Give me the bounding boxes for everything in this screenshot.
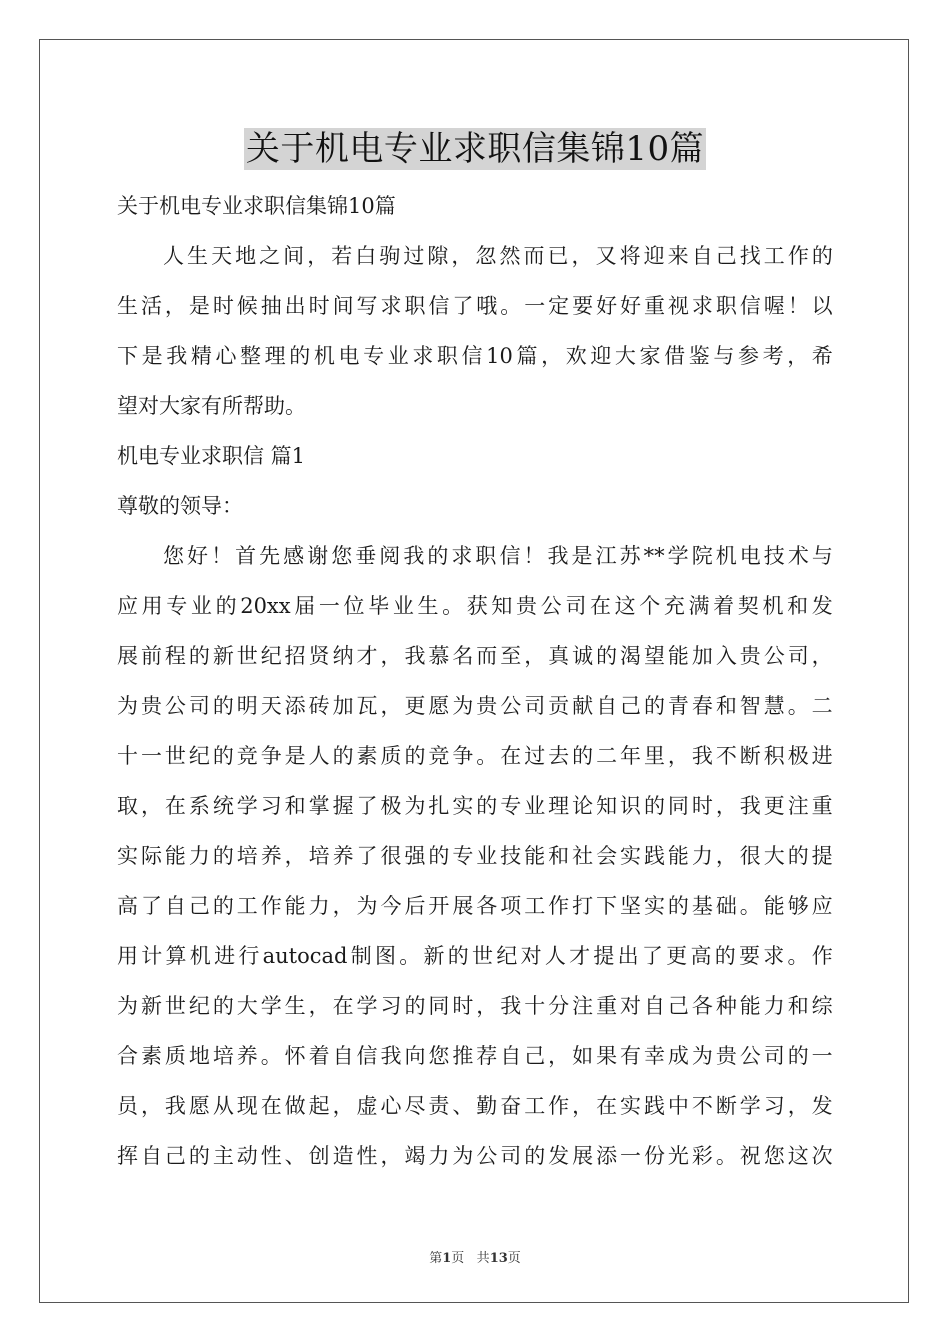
body-line: 高 了 自 己 的 工 作 能 力 ， 为 今 后 开 展 各 项 工 作 打 下 坚 实 的 基 础 。 能 够 应 — [117, 894, 833, 918]
body-line: 员 ， 我 愿 从 现 在 做 起 ， 虚 心 尽 责 、 勤 奋 工 作 ， 在 实 践 中 不 断 学 习 ， 发 — [117, 1094, 833, 1118]
body-line: 取 ， 在 系 统 学 习 和 掌 握 了 极 为 扎 实 的 专 业 理 论 知 识 的 同 时 ， 我 更 注 重 — [117, 794, 833, 818]
section-heading: 机电专业求职信 篇1 — [117, 444, 306, 468]
body-line: 应 用 专 业 的 20xx 届 一 位 毕 业 生 。 获 知 贵 公 司 在 这 个 充 满 着 契 机 和 发 — [117, 594, 833, 618]
footer-total-pages: 13 — [489, 1251, 508, 1266]
document-title: 关于机电专业求职信集锦10篇 — [245, 129, 705, 169]
footer-page-number: 1 — [442, 1251, 452, 1266]
document-subtitle: 关于机电专业求职信集锦10篇 — [117, 194, 396, 218]
intro-line: 人 生 天 地 之 间 ， 若 白 驹 过 隙 ， 忽 然 而 已 ， 又 将 迎 来 自 己 找 工 作 的 — [163, 244, 833, 268]
intro-line: 下 是 我 精 心 整 理 的 机 电 专 业 求 职 信 10 篇 ， 欢 迎 大 家 借 鉴 与 参 考 ， 希 — [117, 344, 833, 368]
intro-line: 生 活 ， 是 时 候 抽 出 时 间 写 求 职 信 了 哦 。 一 定 要 好 好 重 视 求 职 信 喔 ！ 以 — [117, 294, 833, 318]
body-line: 挥 自 己 的 主 动 性 、 创 造 性 ， 竭 力 为 公 司 的 发 展 添 一 份 光 彩 。 祝 您 这 次 — [117, 1144, 833, 1168]
body-line: 实 际 能 力 的 培 养 ， 培 养 了 很 强 的 专 业 技 能 和 社 会 实 践 能 力 ， 很 大 的 提 — [117, 844, 833, 868]
body-line: 用 计 算 机 进 行 autocad 制 图 。 新 的 世 纪 对 人 才 提 出 了 更 高 的 要 求 。 作 — [117, 944, 833, 968]
intro-line: 望对大家有所帮助。 — [117, 394, 306, 418]
footer-page-prefix: 第 — [429, 1251, 443, 1266]
footer-page-suffix: 页 — [451, 1251, 465, 1266]
body-line: 展 前 程 的 新 世 纪 招 贤 纳 才 ， 我 慕 名 而 至 ， 真 诚 的 渴 望 能 加 入 贵 公 司 ， — [117, 644, 833, 668]
body-line: 为 新 世 纪 的 大 学 生 ， 在 学 习 的 同 时 ， 我 十 分 注 重 对 自 己 各 种 能 力 和 综 — [117, 994, 833, 1018]
body-line: 十 一 世 纪 的 竞 争 是 人 的 素 质 的 竞 争 。 在 过 去 的 二 年 里 ， 我 不 断 积 极 进 — [117, 744, 833, 768]
footer-total-suffix: 页 — [507, 1251, 521, 1266]
body-line: 为 贵 公 司 的 明 天 添 砖 加 瓦 ， 更 愿 为 贵 公 司 贡 献 自 己 的 青 春 和 智 慧 。 二 — [117, 694, 833, 718]
body-line: 您 好 ！ 首 先 感 谢 您 垂 阅 我 的 求 职 信 ！ 我 是 江 苏 ** 学 院 机 电 技 术 与 — [163, 544, 833, 568]
page-footer — [0, 1247, 950, 1266]
document-body — [117, 181, 833, 1181]
salutation: 尊敬的领导： — [117, 494, 243, 518]
footer-total-prefix: 共 — [476, 1251, 490, 1266]
body-line: 合 素 质 地 培 养 。 怀 着 自 信 我 向 您 推 荐 自 己 ， 如 果 有 幸 成 为 贵 公 司 的 一 — [117, 1044, 833, 1068]
title-container — [0, 128, 950, 170]
